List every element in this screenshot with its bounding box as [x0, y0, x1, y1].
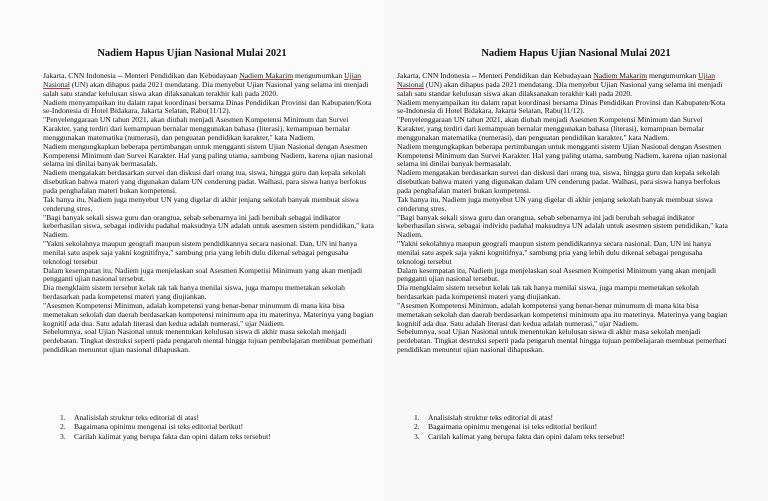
question-number: 1.: [414, 413, 420, 422]
question-text: Analisislah struktur teks editorial di atas!: [428, 413, 554, 422]
paragraph: Nadiem menyampaikan itu dalam rapat koordinasi bersama Dinas Pendidikan Provinsi dan Kabupaten/Kota se-Indonesia di Hotel Bidakara, Jakarta Selatan, Rabu(11/12).: [397, 97, 726, 116]
question-number: 2.: [60, 422, 66, 432]
article-title: Nadiem Hapus Ujian Nasional Mulai 2021: [481, 48, 671, 59]
question-item: [414, 413, 714, 422]
lead-paragraph: [397, 72, 732, 99]
question-item: [60, 432, 360, 441]
lead-text: Jakarta, CNN Indonesia -- Menteri Pendidikan dan Kebudayaan: [43, 71, 240, 80]
paragraph: Tak hanya itu, Nadiem juga menyebut UN yang digelar di akhir jenjang sekolah banyak membuat siswa cenderung stres.: [43, 194, 359, 213]
question-text: Bagaimana opinimu mengenai isi teks editorial berikut!: [428, 422, 598, 432]
question-item: [414, 422, 714, 431]
paragraph: Dalam kesempatan itu, Nadiem juga menjelaskan soal Asesmen Kompetisi Minimum yang akan menjadi pengganti ujian nasional tersebut.: [43, 265, 363, 284]
paragraph: "Penyelenggaraan UN tahun 2021, akan diubah menjadi Asesmen Kompetensi Minimum dan Survei Karakter, yang terdiri dari kemampuan bernalar menggunakan bahasa (literasi), kemampuan bernalar menggunakan matematika (numerasi), dan penguatan pendidikan karakter," kata Nadiem.: [397, 115, 705, 142]
paragraph: "Yakni sekolahnya maupun geografi maupun sistem pendidikannya secara nasional. Dan, UN ini hanya menilai satu aspek saja yakni kognitifnya," sambung pria yang lebih dulu dikenal sebagai pengusaha teknologi tersebut: [43, 239, 358, 266]
question-number: 2.: [414, 422, 420, 432]
paragraph: Sebelumnya, soal Ujian Nasional untuk menentukan kelulusan siswa di akhir masa sekolah menjadi perdebatan. Tingkat destruksi seperti pada pengaruh mental hingga tujuan pembelajaran membuat pemerhati pendidikan menuntut ujian nasional dihapuskan.: [43, 327, 373, 355]
paragraph: Nadiem menyampaikan itu dalam rapat koordinasi bersama Dinas Pendidikan Provinsi dan Kabupaten/Kota se-Indonesia di Hotel Bidakara, Jakarta Selatan, Rabu(11/12).: [43, 97, 372, 116]
question-item: [414, 432, 714, 441]
question-number: 3.: [414, 431, 420, 441]
paragraph: "Bagi banyak sekali siswa guru dan orangtua, sebab sebenarnya ini jadi berubah sebagai indikator keberhasilan siswa, sebagai individu padahal maksudnya UN adalah untuk asesmen sistem pendidikan," kata Nadiem.: [43, 212, 374, 240]
lead-text: Jakarta, CNN Indonesia -- Menteri Pendidikan dan Kebudayaan: [397, 71, 594, 80]
link-nadiem-makarim[interactable]: Nadiem Makarim: [239, 71, 294, 80]
link-ujian-nasional[interactable]: Ujian Nasional: [397, 71, 716, 89]
article-body: [397, 72, 732, 355]
link-ujian-nasional[interactable]: Ujian Nasional: [43, 71, 362, 89]
paragraph: Tak hanya itu, Nadiem juga menyebut UN yang digelar di akhir jenjang sekolah banyak membuat siswa cenderung stres.: [397, 194, 713, 213]
document-page-right: [384, 0, 768, 501]
question-list: [414, 413, 714, 441]
paragraph: Nadiem mengatakan berdasarkan survei dan diskusi dari orang tua, siswa, hingga guru dan kepala sekolah disebutkan bahwa materi yang digunakan dalam UN cenderung padat. Walhasi, para siswa hanya berfokus pada penghafalan materi bukan kompetensi.: [397, 168, 721, 195]
lead-text: (UN) akan dihapus pada 2021 mendatang. Dia menyebut Ujian Nasional yang selama ini menjadi salah satu standar kelulusan siswa akan dilaksanakan terakhir kali pada 2020.: [43, 79, 369, 98]
question-text: Bagaimana opinimu mengenai isi teks editorial berikut!: [74, 422, 244, 432]
lead-text: mengumumkan: [293, 71, 345, 80]
question-number: 1.: [60, 413, 66, 422]
paragraph: Dia mengklaim sistem tersebut kelak tak tak hanya menilai siswa, juga mampu memetakan sekolah berdasarkan pada kompetensi materi yang diujiankan.: [397, 283, 699, 302]
lead-paragraph: [43, 72, 378, 99]
question-number: 3.: [60, 431, 66, 441]
paragraph: Dia mengklaim sistem tersebut kelak tak tak hanya menilai siswa, juga mampu memetakan sekolah berdasarkan pada kompetensi materi yang diujiankan.: [43, 283, 345, 302]
article-title: Nadiem Hapus Ujian Nasional Mulai 2021: [97, 48, 287, 59]
question-item: [60, 413, 360, 422]
article-body: [43, 72, 378, 355]
paragraph: "Bagi banyak sekali siswa guru dan orangtua, sebab sebenarnya ini jadi berubah sebagai indikator keberhasilan siswa, sebagai individu padahal maksudnya UN adalah untuk asesmen sistem pendidikan," kata Nadiem.: [397, 212, 728, 240]
paragraph: "Yakni sekolahnya maupun geografi maupun sistem pendidikannya secara nasional. Dan, UN ini hanya menilai satu aspek saja yakni kognitifnya," sambung pria yang lebih dulu dikenal sebagai pengusaha teknologi tersebut: [397, 239, 712, 266]
lead-text: (UN) akan dihapus pada 2021 mendatang. Dia menyebut Ujian Nasional yang selama ini menjadi salah satu standar kelulusan siswa akan dilaksanakan terakhir kali pada 2020.: [397, 79, 723, 98]
paragraph: Sebelumnya, soal Ujian Nasional untuk menentukan kelulusan siswa di akhir masa sekolah menjadi perdebatan. Tingkat destruksi seperti pada pengaruh mental hingga tujuan pembelajaran membuat pemerhati pendidikan menuntut ujian nasional dihapuskan.: [397, 327, 727, 355]
link-nadiem-makarim[interactable]: Nadiem Makarim: [593, 71, 648, 80]
question-text: Carilah kalimat yang berupa fakta dan opini dalam teks tersebut!: [74, 431, 271, 441]
lead-text: mengumumkan: [647, 71, 699, 80]
question-text: Carilah kalimat yang berupa fakta dan opini dalam teks tersebut!: [428, 431, 625, 441]
paragraph: Nadiem mengungkapkan beberapa pertimbangan untuk mengganti sistem Ujian Nasional dengan Asesmen Kompetensi Minimum dan Survei Karakter. Hal yang paling utama, sambung Nadiem, karena ujian nasional selama ini dinilai banyak bermasalah.: [43, 141, 373, 169]
paragraph: Nadiem mengatakan berdasarkan survei dan diskusi dari orang tua, siswa, hingga guru dan kepala sekolah disebutkan bahwa materi yang digunakan dalam UN cenderung padat. Walhasi, para siswa hanya berfokus pada penghafalan materi bukan kompetensi.: [43, 168, 367, 195]
paragraph: Dalam kesempatan itu, Nadiem juga menjelaskan soal Asesmen Kompetisi Minimum yang akan menjadi pengganti ujian nasional tersebut.: [397, 265, 717, 284]
question-list: [60, 413, 360, 441]
paragraph: "Asesmen Kompetensi Minimun, adalah kompetensi yang benar-benar minumum di mana kita bisa memetakan sekolah dan daerah berdasarkan kompetensi minimum apa itu materinya. Materinya yang bagian kognitif ada dua. Satu adalah literasi dan kedua adalah numerasi," ujar Nadiem.: [397, 300, 728, 328]
paragraph: "Asesmen Kompetensi Minimun, adalah kompetensi yang benar-benar minumum di mana kita bisa memetakan sekolah dan daerah berdasarkan kompetensi minimum apa itu materinya. Materinya yang bagian kognitif ada dua. Satu adalah literasi dan kedua adalah numerasi," ujar Nadiem.: [43, 300, 374, 328]
paragraph: Nadiem mengungkapkan beberapa pertimbangan untuk mengganti sistem Ujian Nasional dengan Asesmen Kompetensi Minimum dan Survei Karakter. Hal yang paling utama, sambung Nadiem, karena ujian nasional selama ini dinilai banyak bermasalah.: [397, 141, 727, 169]
question-text: Analisislah struktur teks editorial di atas!: [74, 413, 200, 422]
question-item: [60, 422, 360, 431]
paragraph: "Penyelenggaraan UN tahun 2021, akan diubah menjadi Asesmen Kompetensi Minimum dan Survei Karakter, yang terdiri dari kemampuan bernalar menggunakan bahasa (literasi), kemampuan bernalar menggunakan matematika (numerasi), dan penguatan pendidikan karakter," kata Nadiem.: [43, 115, 351, 142]
